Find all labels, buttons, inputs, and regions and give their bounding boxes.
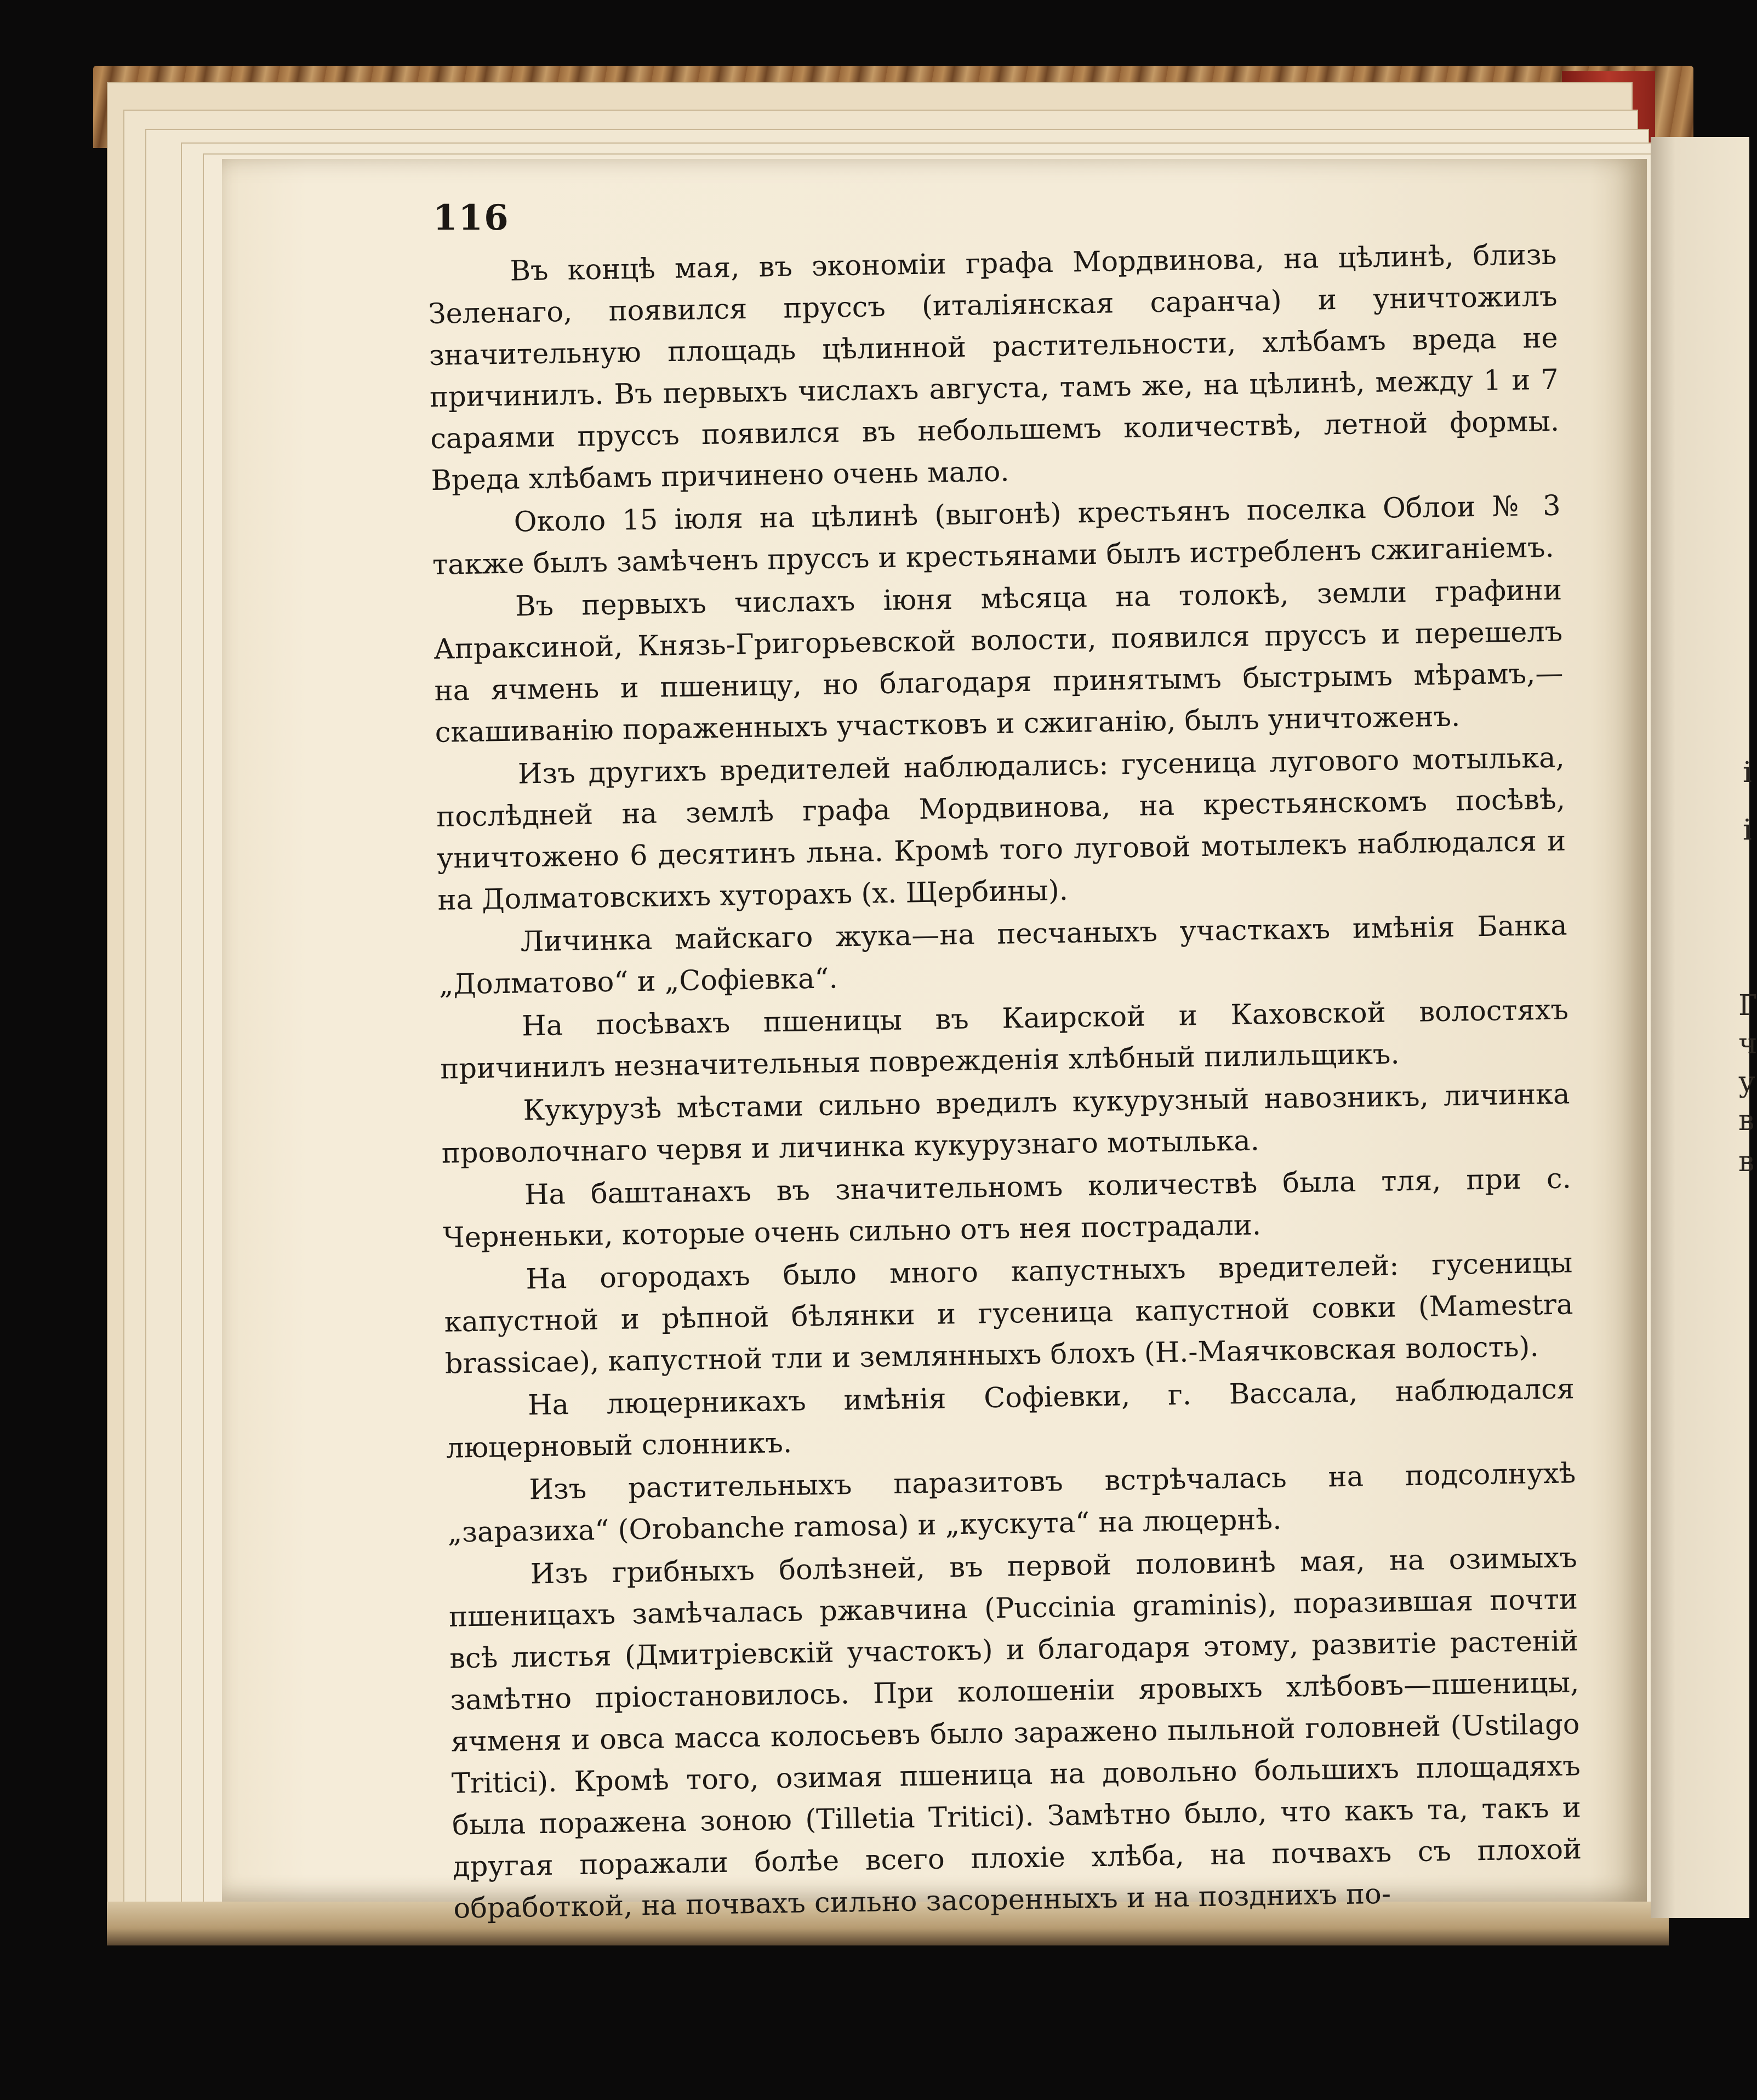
next-page-fragment: Г: [1738, 989, 1757, 1022]
next-page-fragment: в: [1738, 1104, 1755, 1137]
document-page: [222, 159, 1647, 1925]
paragraph: Въ первыхъ числахъ іюня мѣсяца на толокѣ, земли графини Апраксиной, Князь-Григорьевской волости, появился пруссъ и перешелъ на ячмень и пшеницу, но благодаря принятымъ быстрымъ мѣрамъ,— скашиванію пораженныхъ участковъ и сжиганію, былъ уничтоженъ.: [433, 574, 1564, 749]
next-page-fragment: і: [1743, 814, 1752, 847]
paragraph: На люцерникахъ имѣнія Софіевки, г. Вассала, наблюдался люцерновый слонникъ.: [446, 1373, 1575, 1465]
paragraph: Кукурузѣ мѣстами сильно вредилъ кукурузный навозникъ, личинка проволочнаго червя и личинка кукурузнаго мотылька.: [441, 1078, 1570, 1170]
next-page-edge: [1651, 137, 1757, 1918]
paragraph: На посѣвахъ пшеницы въ Каирской и Каховской волостяхъ причинилъ незначительныя поврежденія хлѣбный пилильщикъ.: [440, 994, 1569, 1086]
paragraph: Личинка майскаго жука—на песчаныхъ участкахъ имѣнія Банка „Долматово“ и „Софіевка“.: [438, 909, 1568, 1001]
paragraph: На огородахъ было много капустныхъ вредителей: гусеницы капустной и рѣпной бѣлянки и гусеница капустной совки (Mamestra brassicae), капустной тли и землянныхъ блохъ (Н.-Маячковская волость).: [444, 1247, 1573, 1380]
next-page-fragment: в: [1738, 1145, 1755, 1178]
paragraph: На баштанахъ въ значительномъ количествѣ была тля, при с. Черненьки, которые очень сильно отъ нея пострадали.: [442, 1162, 1572, 1254]
paragraph: Изъ грибныхъ болѣзней, въ первой половинѣ мая, на озимыхъ пшеницахъ замѣчалась ржавчина (Puccinia graminis), поразившая почти всѣ листья (Дмитріевскій участокъ) и благодаря этому, развитіе растеній замѣтно пріостановилось. При колошеніи яровыхъ хлѣбовъ—пшеницы, ячменя и овса масса колосьевъ было заражено пыльной головней (Ustilago Tritici). Кромѣ того, озимая пшеница на довольно большихъ площадяхъ была поражена зоною (Tilletia Tritici). Замѣтно было, что какъ та, такъ и другая поражали болѣе всего плохіе хлѣба, на почвахъ съ плохой обработкой, на почвахъ сильно засоренныхъ и на позднихъ по-: [448, 1542, 1582, 1925]
paragraph: Изъ растительныхъ паразитовъ встрѣчалась на подсолнухѣ „заразиха“ (Orobanche ramosa) и „кускута“ на люцернѣ.: [447, 1457, 1576, 1549]
paragraph: Около 15 іюля на цѣлинѣ (выгонѣ) крестьянъ поселка Облои № 3 также былъ замѣченъ пруссъ и крестьянами былъ истребленъ сжиганіемъ.: [432, 489, 1561, 581]
next-page-fragment: у: [1738, 1066, 1755, 1099]
page-number: 116: [433, 197, 510, 238]
paragraph: Изъ другихъ вредителей наблюдались: гусеница лугового мотылька, послѣдней на землѣ графа Мордвинова, на крестьянскомъ посѣвѣ, уничтожено 6 десятинъ льна. Кромѣ того луговой мотылекъ наблюдался и на Долматовскихъ хуторахъ (х. Щербины).: [436, 741, 1566, 917]
next-page-fragment: ч: [1738, 1028, 1757, 1060]
page-body: [427, 235, 1583, 1931]
next-page-fragment: і: [1743, 756, 1752, 789]
paragraph: Въ концѣ мая, въ экономіи графа Мордвинова, на цѣлинѣ, близь Зеленаго, появился пруссъ (италіянская саранча) и уничтожилъ значительную площадь цѣлинной растительности, хлѣбамъ вреда не причинилъ. Въ первыхъ числахъ августа, тамъ же, на цѣлинѣ, между 1 и 7 сараями пруссъ появился въ небольшемъ количествѣ, летной формы. Вреда хлѣбамъ причинено очень мало.: [428, 238, 1560, 497]
